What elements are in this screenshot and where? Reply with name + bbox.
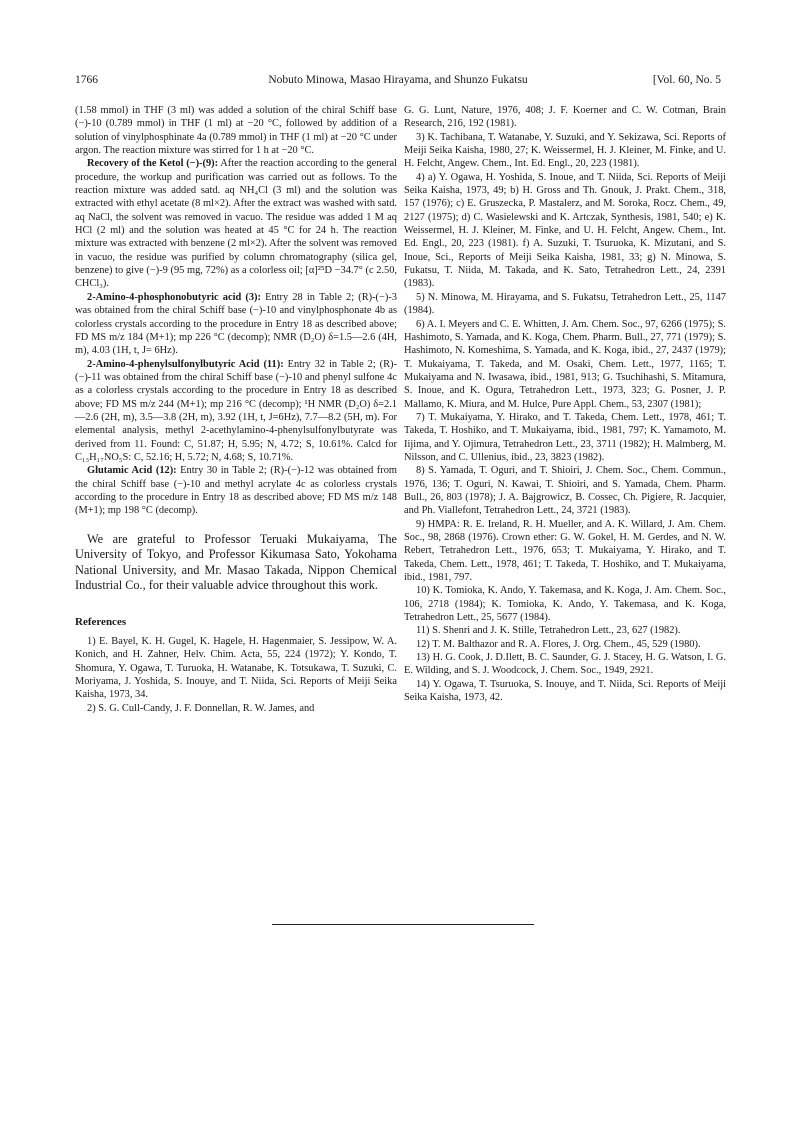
- page-number: 1766: [75, 74, 98, 86]
- reference-item: 3) K. Tachibana, T. Watanabe, Y. Suzuki, and Y. Sekizawa, Sci. Reports of Meiji Seika Kaisha, 1980, 27; K. Weissermel, H. J. Kleiner, M. Finke, and U. H. Felcht, Angew. Chem., Int. Ed. Engl., 20, 223 (1981).: [404, 131, 726, 170]
- references-heading: References: [75, 615, 127, 628]
- left-column: [75, 104, 397, 715]
- volume-info: [Vol. 60, No. 5: [652, 74, 721, 86]
- reference-item: 5) N. Minowa, M. Hirayama, and S. Fukatsu, Tetrahedron Lett., 25, 1147 (1984).: [404, 291, 726, 317]
- experimental-paragraph: [75, 291, 397, 358]
- reference-item: 8) S. Yamada, T. Oguri, and T. Shioiri, J. Chem. Soc., Chem. Commun., 1976, 136; T. Oguri, N. Kawai, T. Shioiri, and S. Yamada, Chem. Pharm. Bull., 26, 803 (1978); J. A. Bajgrowicz, B. Cossec, Ch. Pigiere, R. Jacquier, and Ph. Viallefont, Tetrahedron Lett., 24, 3721 (1983).: [404, 465, 726, 517]
- reference-item: 13) H. G. Cook, J. D.Ilett, B. C. Saunder, G. J. Stacey, H. G. Watson, I. G. E. Wilding, and S. J. Woodcock, J. Chem. Soc., 1949, 2921.: [404, 652, 726, 677]
- running-authors: Nobuto Minowa, Masao Hirayama, and Shunzo Fukatsu: [268, 74, 528, 86]
- section-title: Glutamic Acid (12):: [87, 465, 177, 477]
- section-title: Recovery of the Ketol (−)-(9):: [87, 158, 219, 170]
- right-column: [404, 104, 726, 704]
- reference-item: 11) S. Shenri and J. K. Stille, Tetrahedron Lett., 23, 627 (1982).: [416, 625, 681, 637]
- section-body: Entry 28 in Table 2; (R)-(−)-3 was obtained from the chiral Schiff base (−)-10 and vinylphosphonate 4b as colorless crystals according to the procedure in Entry 18 as described above; FD MS m/z 184 (M+1); mp 226 °C (decomp); NMR (D₂O) δ=1.5—2.6 (4H, m), 4.03 (1H, t, J= 6Hz).: [75, 291, 397, 357]
- reference-item: 6) A. I. Meyers and C. E. Whitten, J. Am. Chem. Soc., 97, 6266 (1975); S. Hashimoto, S. Yamada, and K. Koga, Chem. Pharm. Bull., 27, 771 (1979); S. Hashimoto, N. Komeshima, S. Yamada, and K. Koga, ibid., 27, 2437 (1979); T. Mukaiyama, T. Takeda, and M. Osaki, Chem. Lett., 1977, 1165; T. Mukaiyama and N. Iwasawa, ibid., 1981, 913; G. Tsuchihashi, S. Mitamura, S. Inoue, and K. Ogura, Tetrahedron Lett., 1973, 323; G. Posner, J. P. Mallamo, K. Miura, and M. Hulce, Pure Appl. Chem., 53, 2307 (1981);: [404, 318, 726, 410]
- reference-item: 2) S. G. Cull-Candy, J. F. Donnellan, R. W. James, and: [87, 702, 315, 714]
- reference-item: 9) HMPA: R. E. Ireland, R. H. Mueller, and A. K. Willard, J. Am. Chem. Soc., 98, 2868 (1976). Crown ether: G. W. Gokel, H. M. Gerdes, and N. W. Rebert, Tetrahedron Lett., 1976, 653; T. Mukaiyama, Y. Hirako, and T. Takeda, Chem. Lett., 1978, 461; T. Takeda, T. Hoshiko, and T. Mukaiyama, ibid., 1981, 797.: [404, 518, 726, 584]
- experimental-paragraph: [75, 157, 397, 290]
- section-title: 2-Amino-4-phenylsulfonylbutyric Acid (11):: [87, 358, 284, 370]
- reference-item: 12) T. M. Balthazor and R. A. Flores, J. Org. Chem., 45, 529 (1980).: [416, 638, 701, 650]
- acknowledgement: We are grateful to Professor Teruaki Mukaiyama, The University of Tokyo, and Professor Kikumasa Sato, Yokohama National University, and Mr. Masao Takada, Nippon Chemical Industrial Co., for their valuable advice throughout this work.: [75, 531, 397, 593]
- end-rule: [272, 924, 534, 925]
- section-title: 2-Amino-4-phosphonobutyric acid (3):: [87, 291, 261, 303]
- experimental-paragraph: [75, 358, 397, 465]
- reference-item: 14) Y. Ogawa, T. Tsuruoka, S. Inouye, and T. Niida, Sci. Reports of Meiji Seika Kaisha, 1973, 42.: [404, 678, 726, 704]
- reference-item: 1) E. Bayel, K. H. Gugel, K. Hagele, H. Hagenmaier, S. Jessipow, W. A. Konich, and H. Zahner, Helv. Chim. Acta, 55, 224 (1972); Y. Kondo, T. Shomura, Y. Ogawa, T. Turuoka, H. Watanabe, K. Totsukawa, T. Suzuki, C. Moriyama, J. Yoshida, S. Inouye, and T. Niida, Sci. Reports of Meiji Seika Kaisha, 1973, 34.: [75, 636, 397, 701]
- section-body: Entry 30 in Table 2; (R)-(−)-12 was obtained from the chiral Schiff base (−)-10 and methyl acrylate 4c as colorless crystals according to the procedure in Entry 18 as described above; FD MS m/z 148 (M+1); mp 198 °C (decomp).: [75, 465, 398, 517]
- running-header: [75, 72, 721, 88]
- experimental-paragraph: [75, 464, 397, 517]
- reference-item: G. G. Lunt, Nature, 1976, 408; J. F. Koerner and C. W. Cotman, Brain Research, 216, 192 (1981).: [404, 105, 726, 130]
- experimental-paragraph: (1.58 mmol) in THF (3 ml) was added a solution of the chiral Schiff base (−)-10 (0.789 mmol) in THF (1 ml) at −20 °C, followed by addition of a solution of vinylphosphinate 4a (0.789 mmol) in THF (1 ml) at −20 °C under argon. The reaction mixture was stirred for 1 h at −20 °C.: [75, 105, 397, 157]
- section-body: Entry 32 in Table 2; (R)-(−)-11 was obtained from the chiral Schiff base (−)-10 and phenyl sulfone 4c as a colorless crystals according to the procedure in Entry 18 as described above; FD MS m/z 244 (M+1); mp 216 °C (decomp); ¹H NMR (D₂O) δ=2.1—2.6 (2H, m), 3.5—3.8 (2H, m), 3.92 (1H, t, J=6Hz), 7.7—8.2 (5H, m). For elemental analysis, methyl 2-acethylamino-4-phenylsulfonylbutyrate was derived from 11. Found: C, 51.87; H, 5.95; N, 4.72; S, 10.61%. Calcd for C₁₃H₁₇NO₅S: C, 52.16; H, 5.72; N, 4.68; S, 10.71%.: [75, 358, 397, 463]
- reference-item: 10) K. Tomioka, K. Ando, Y. Takemasa, and K. Koga, J. Am. Chem. Soc., 106, 2718 (1984); K. Tomioka, K. Ando, Y. Takemasa, and K. Koga, Tetrahedron Lett., 25, 5677 (1984).: [404, 585, 726, 624]
- reference-item: 7) T. Mukaiyama, Y. Hirako, and T. Takeda, Chem. Lett., 1978, 461; T. Takeda, T. Hoshiko, and T. Mukaiyama, ibid., 1981, 797; K. Yamamoto, M. Iijima, and Y. Ojimura, Tetrahedron Lett., 23, 3711 (1982); H. Malmberg, M. Nilsson, and C. Ullenius, ibid., 23, 3823 (1982).: [404, 411, 726, 463]
- reference-item: 4) a) Y. Ogawa, H. Yoshida, S. Inoue, and T. Niida, Sci. Reports of Meiji Seika Kaisha, 1973, 49; b) H. Gross and Th. Gnouk, J. Prakt. Chem., 318, 157 (1976); c) E. Gruszecka, P. Mastalerz, and M. Soroka, Rocz. Chem., 49, 2127 (1975); d) C. Wasielewski and K. Artczak, Synthesis, 1981, 540; e) K. Weissermel, H. J. Kleiner, M. Finke, and U. H. Felcht, Angew. Chem., Int. Ed. Engl., 20, 223 (1981). f) A. Suzuki, T. Tsuruoka, K. Mizutani, and S. Inoue, Sci., Reports of Meiji Seika Kaisha, 1981, 33; g) N. Minowa, S. Fukatsu, T. Niida, M. Takada, and K. Sato, Tetrahedron Lett., 24, 2391 (1983).: [404, 171, 726, 290]
- section-body: After the reaction according to the general procedure, the workup and purification was carried out as follows. To the reaction mixture was added satd. aq NH₄Cl (3 ml) and the solution was extracted with ethyl acetate (8 ml×2). After the extract was washed with satd. aq NaCl, the solvent was removed in vacuo. The residue was added 1 M aq HCl (2 ml) and the solution was heated at 45 °C for 24 h. The reaction mixture was extracted with benzene (2 ml×2). After the solvent was removed in vacuo, the residue was purified by column chromatography (silica gel, benzene) to give (−)-9 (95 mg, 72%) as a colorless oil; [α]²⁵D −34.7° (c 2.50, CHCl₃).: [75, 158, 397, 290]
